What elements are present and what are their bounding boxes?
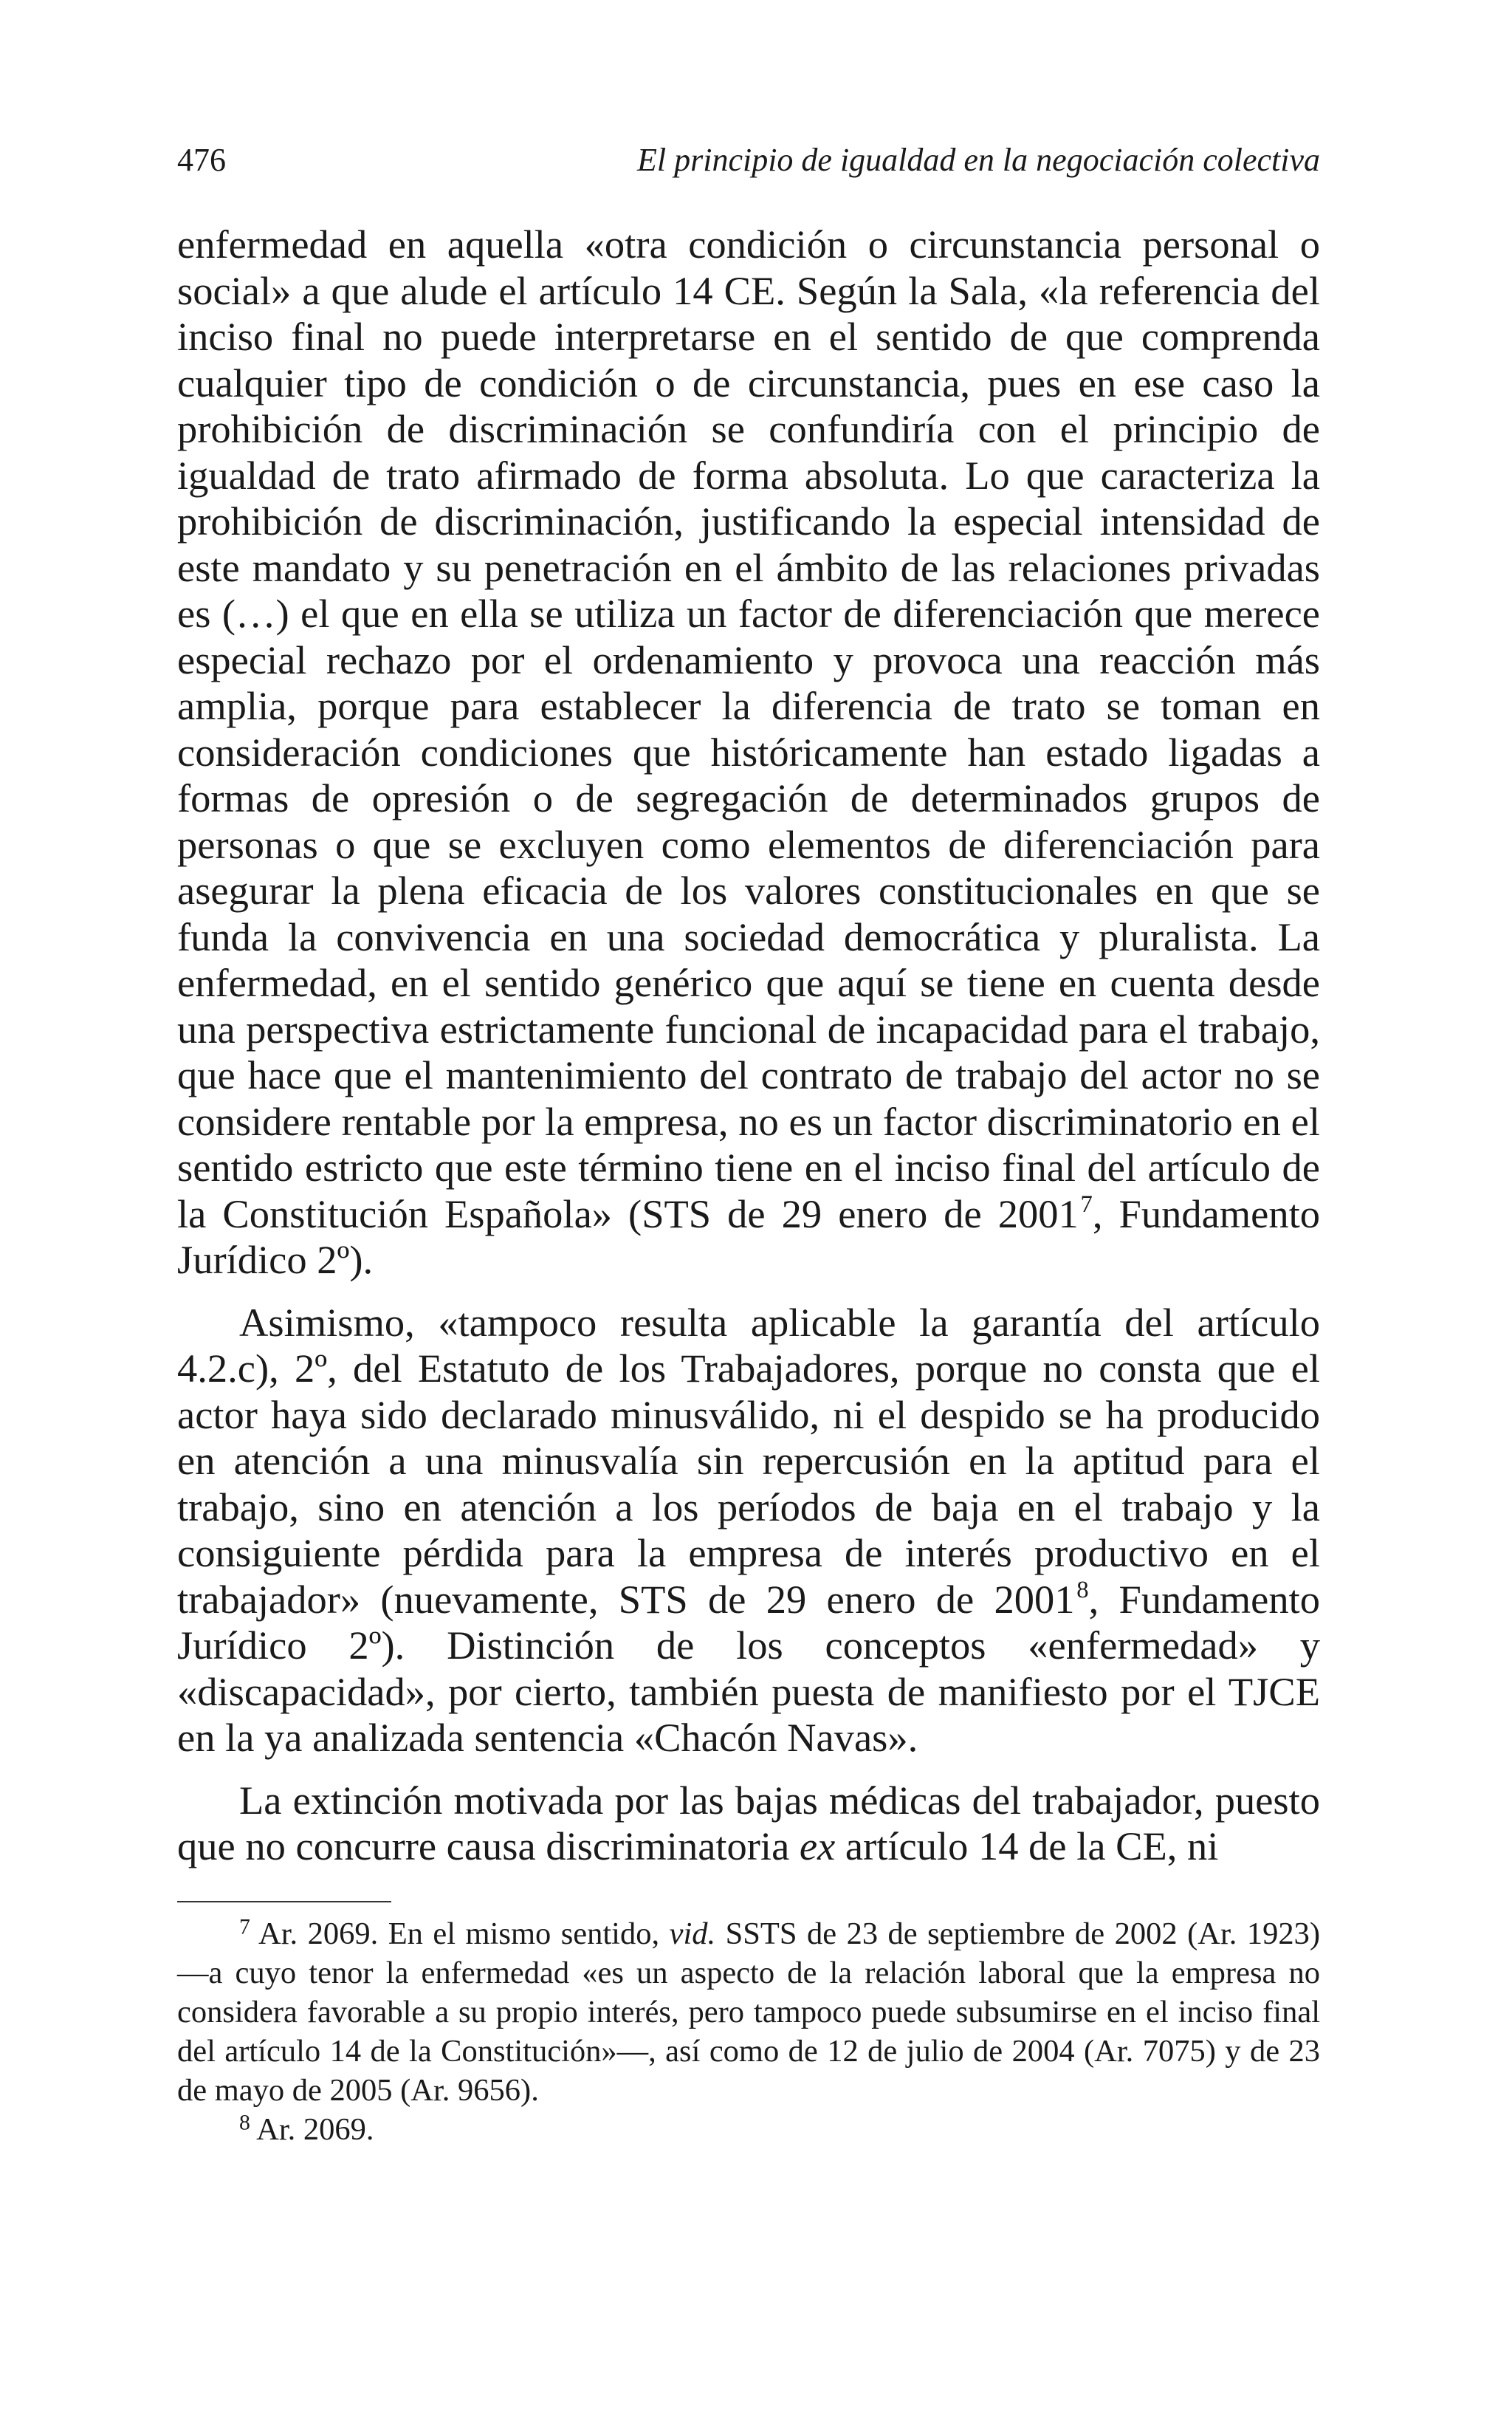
footnote-7-mark: 7: [239, 1914, 250, 1939]
footnote-ref-8: 8: [1076, 1576, 1089, 1603]
footnote-7-text-end: SSTS de 23 de septiembre de 2002 (Ar. 1923) —a cuyo tenor la enfermedad «es un aspecto de la relación laboral que la empresa no considera favorable a su propio interés, pero tampoco puede subsumirse en el inciso final del artículo 14 de la Constitución»—, así como de 12 de julio de 2004 (Ar. 7075) y de 23 de mayo de 2005 (Ar. 9656).: [177, 1916, 1321, 2108]
paragraph-3: [177, 1778, 1320, 1870]
paragraph-1: [177, 222, 1320, 1284]
footnote-8: [177, 2110, 1320, 2149]
paragraph-3-text-end: artículo 14 de la CE, ni: [845, 1823, 1219, 1868]
paragraph-2-text: Asimismo, «tampoco resulta aplicable la garantía del artículo 4.2.c), 2º, del Estatuto de los Trabajadores, porque no consta que el actor haya sido declarado minusválido, ni el despido se ha producido en atención a una minusvalía sin repercusión en la aptitud para el trabajo, sino en atención a los períodos de baja en el trabajo y la consiguiente pérdida para la empresa de interés productivo en el trabajador» (nuevamente, STS de 29 enero de 2001: [177, 1299, 1320, 1622]
page-number: 476: [177, 142, 226, 178]
footnote-7: [177, 1914, 1320, 2110]
footnote-ref-7: 7: [1080, 1190, 1093, 1218]
running-title: El principio de igualdad en la negociación colectiva: [637, 142, 1320, 178]
paragraph-1-text: enfermedad en aquella «otra condición o circunstancia personal o social» a que alude el artículo 14 CE. Según la Sala, «la referencia del inciso final no puede interpretarse en el sentido de que comprenda cualquier tipo de condición o de circunstancia, pues en ese caso la prohibición de discriminación se confundiría con el principio de igualdad de trato afirmado de forma absoluta. Lo que caracteriza la prohibición de discriminación, justificando la especial intensidad de este mandato y su penetración en el ámbito de las relaciones privadas es (…) el que en ella se utiliza un factor de diferenciación que merece especial rechazo por el ordenamiento y provoca una reacción más amplia, porque para establecer la diferencia de trato se toman en consideración condiciones que históricamente han estado ligadas a formas de opresión o de segregación de determinados grupos de personas o que se excluyen como elementos de diferenciación para asegurar la plena eficacia de los valores constitucionales en que se funda la convivencia en una sociedad democrática y pluralista. La enfermedad, en el sentido genérico que aquí se tiene en cuenta desde una perspectiva estrictamente funcional de incapacidad para el trabajo, que hace que el mantenimiento del contrato de trabajo del actor no se considere rentable por la empresa, no es un factor discriminatorio en el sentido estricto que este término tiene en el inciso final del artículo de la Constitución Española» (STS de 29 enero de 2001: [177, 222, 1320, 1236]
page-header: [177, 140, 1320, 180]
paragraph-3-italic: ex: [799, 1823, 836, 1868]
footnotes: [177, 1914, 1320, 2149]
footnote-7-italic: vid.: [669, 1916, 716, 1951]
footnote-8-mark: 8: [239, 2110, 250, 2135]
main-text: [177, 222, 1320, 1886]
footnote-separator: [177, 1901, 391, 1902]
footnote-8-text: Ar. 2069.: [256, 2112, 374, 2147]
paragraph-2-text-end: , Fundamento Jurídico 2º). Distinción de los conceptos «enfermedad» y «discapacidad», por cierto, también puesta de manifiesto por el TJCE en la ya analizada sentencia «Chacón Navas».: [177, 1576, 1320, 1760]
paragraph-1-text-end: , Fundamento Jurídico 2º).: [177, 1190, 1320, 1282]
paragraph-2: [177, 1300, 1320, 1761]
footnote-7-text: Ar. 2069. En el mismo sentido,: [258, 1916, 660, 1951]
paragraph-3-text: La extinción motivada por las bajas médicas del trabajador, puesto que no concurre causa discriminatoria: [177, 1777, 1320, 1868]
